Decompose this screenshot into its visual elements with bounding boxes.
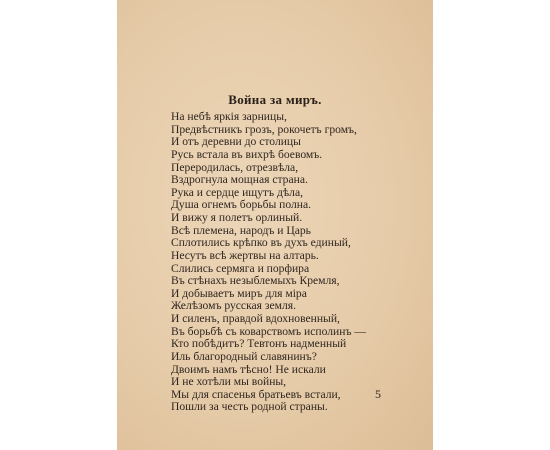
poem-line: Мы для спасенья братьевъ встали, bbox=[171, 387, 341, 401]
poem-line: Вздрогнула мощная страна. bbox=[171, 173, 308, 187]
poem-body bbox=[171, 111, 421, 414]
poem-line: И силенъ, правдой вдохновенный, bbox=[171, 312, 340, 325]
poem-line: И не хотѣли мы войны, bbox=[171, 375, 287, 389]
poem-line: Несутъ всѣ жертвы на алтарь. bbox=[171, 248, 319, 262]
poem-line: Въ борьбѣ съ коварствомъ исполинъ — bbox=[171, 324, 366, 338]
poem-line: Въ стѣнахъ незыблемыхъ Кремля, bbox=[171, 274, 340, 288]
poem-line: Рука и сердце ищутъ дѣла, bbox=[171, 185, 303, 199]
poem-line: Переродилась, отрезвѣла, bbox=[171, 160, 299, 174]
page-number: 5 bbox=[375, 387, 381, 401]
poem-line: Кто побѣдитъ? Тевтонъ надменный bbox=[171, 337, 347, 351]
poem-line: Русь встала въ вихрѣ боевомъ. bbox=[171, 147, 323, 161]
poem-line: Иль благородный славянинъ? bbox=[171, 349, 317, 363]
poem-line: И добываетъ миръ для міра bbox=[171, 286, 307, 300]
poem-line: Желѣзомъ русская земля. bbox=[171, 299, 296, 313]
poem-line: Слились сермяга и порфира bbox=[171, 261, 310, 275]
poem-line: Предвѣстникъ грозъ, рокочетъ громъ, bbox=[171, 122, 357, 136]
poem-line: Душа огнемъ борьбы полна. bbox=[171, 198, 312, 212]
poem-line: Двоимъ намъ тѣсно! Не искали bbox=[171, 362, 326, 376]
poem-line: И отъ деревни до столицы bbox=[171, 135, 301, 149]
poem-line: На небѣ яркія зарницы, bbox=[171, 110, 287, 123]
poem-title: Война за миръ. bbox=[228, 92, 322, 107]
book-page bbox=[117, 0, 433, 450]
poem-line: И вижу я полетъ орлиный. bbox=[171, 211, 303, 224]
poem-line: Пошли за честь родной страны. bbox=[171, 400, 328, 414]
poem-line: Сплотились крѣпко въ духъ единый, bbox=[171, 236, 351, 250]
poem-line: Всѣ племена, народъ и Царь bbox=[171, 223, 311, 237]
